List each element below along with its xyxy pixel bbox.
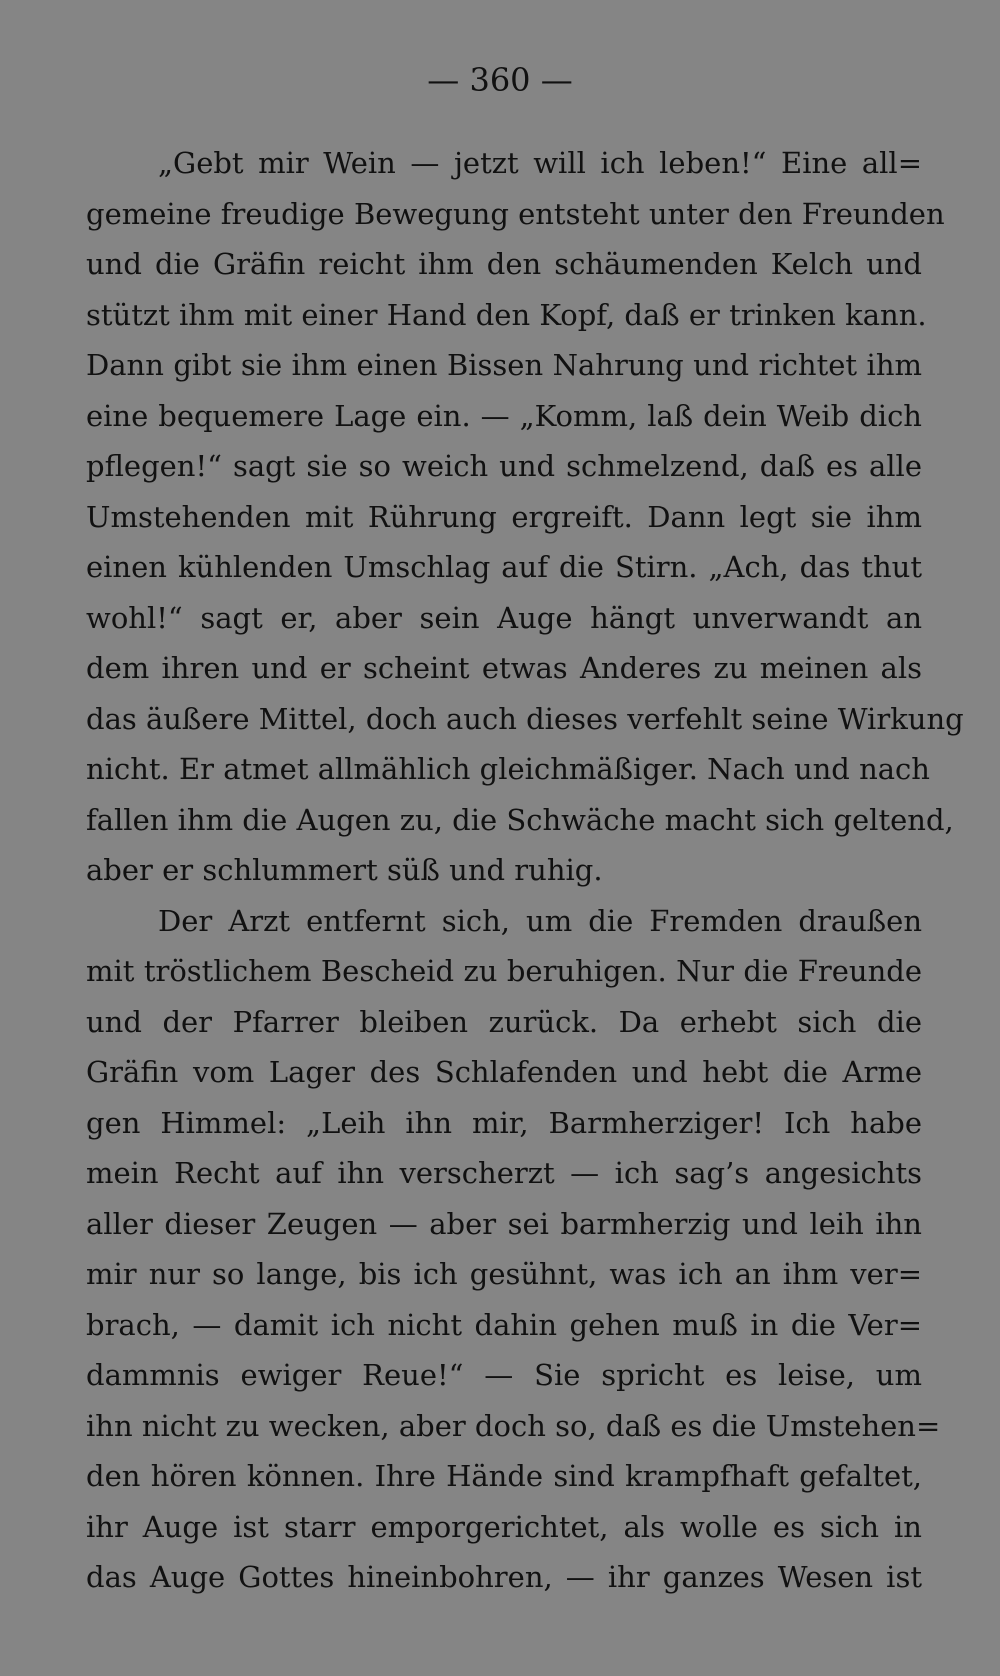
text-line: ihr Auge ist starr emporgerichtet, als wolle es sich in: [86, 1509, 922, 1544]
text-line: eine bequemere Lage ein. — „Komm, laß dein Weib dich: [86, 398, 922, 433]
text-line: mit tröstlichem Bescheid zu beruhigen. Nur die Freunde: [86, 954, 922, 988]
paragraph-1: [86, 138, 964, 896]
text-line: gemeine freudige Bewegung entsteht unter den Freunden: [86, 196, 945, 231]
text-line: fallen ihm die Augen zu, die Schwäche macht sich geltend,: [86, 802, 954, 837]
text-line: mir nur so lange, bis ich gesühnt, was ich an ihm ver=: [86, 1257, 922, 1291]
text-line: wohl!“ sagt er, aber sein Auge hängt unverwandt an: [86, 600, 922, 635]
text-line: den hören können. Ihre Hände sind krampfhaft gefaltet,: [86, 1459, 922, 1493]
text-line: ihn nicht zu wecken, aber doch so, daß es die Umstehen=: [86, 1408, 941, 1443]
text-line: dem ihren und er scheint etwas Anderes zu meinen als: [86, 651, 922, 685]
text-line: das Auge Gottes hineinbohren, — ihr ganzes Wesen ist: [86, 1560, 922, 1594]
text-line: Dann gibt sie ihm einen Bissen Nahrung und richtet ihm: [86, 348, 922, 382]
text-line: und die Gräfin reicht ihm den schäumenden Kelch und: [86, 247, 922, 281]
text-line: dammnis ewiger Reue!“ — Sie spricht es leise, um: [86, 1358, 922, 1392]
text-line: Der Arzt entfernt sich, um die Fremden draußen: [158, 903, 922, 938]
text-line: „Gebt mir Wein — jetzt will ich leben!“ Eine all=: [158, 146, 922, 180]
text-line: aller dieser Zeugen — aber sei barmherzig und leih ihn: [86, 1206, 922, 1241]
text-line: nicht. Er atmet allmählich gleichmäßiger. Nach und nach: [86, 752, 930, 786]
text-line: stützt ihm mit einer Hand den Kopf, daß er trinken kann.: [86, 297, 927, 332]
text-line: aber er schlummert süß und ruhig.: [86, 853, 603, 887]
text-line: brach, — damit ich nicht dahin gehen muß in die Ver=: [86, 1307, 922, 1342]
text-line: und der Pfarrer bleiben zurück. Da erhebt sich die: [86, 1004, 922, 1039]
body-text: [86, 138, 964, 1603]
text-line: mein Recht auf ihn verscherzt — ich sag’s angesichts: [86, 1156, 922, 1190]
text-line: Gräfin vom Lager des Schlafenden und hebt die Arme: [86, 1055, 922, 1089]
page-number: — 360 —: [427, 61, 573, 99]
text-line: Umstehenden mit Rührung ergreift. Dann legt sie ihm: [86, 499, 922, 534]
text-line: pflegen!“ sagt sie so weich und schmelzend, daß es alle: [86, 449, 922, 483]
text-line: einen kühlenden Umschlag auf die Stirn. „Ach, das thut: [86, 550, 922, 584]
text-line: gen Himmel: „Leih ihn mir, Barmherziger! Ich habe: [86, 1105, 922, 1140]
paragraph-2: [86, 896, 941, 1603]
text-line: das äußere Mittel, doch auch dieses verfehlt seine Wirkung: [86, 701, 964, 736]
